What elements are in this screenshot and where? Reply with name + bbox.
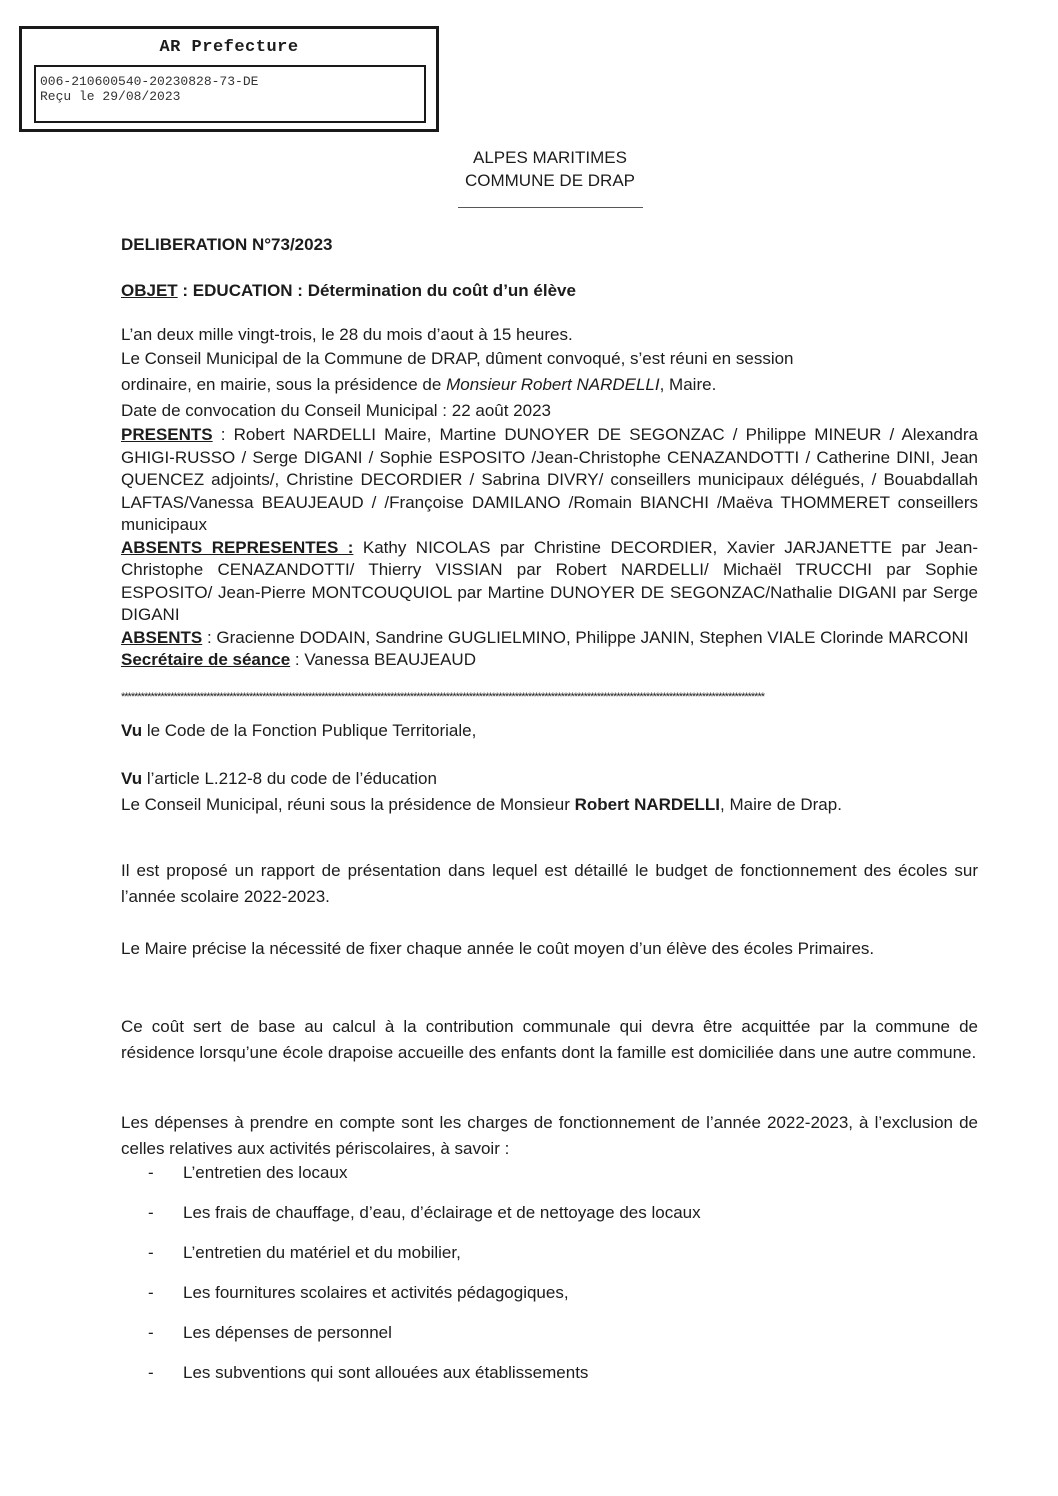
list-bullet: - <box>148 1203 154 1222</box>
list-item-text: L’entretien des locaux <box>183 1163 348 1182</box>
list-item-text: Les frais de chauffage, d’eau, d’éclairage et de nettoyage des locaux <box>183 1203 701 1222</box>
stamp-received-date: Reçu le 29/08/2023 <box>40 89 181 104</box>
session-line-3-end: , Maire. <box>659 375 717 394</box>
list-bullet: - <box>148 1283 154 1302</box>
list-item-text: Les dépenses de personnel <box>183 1323 392 1342</box>
presents-label: PRESENTS <box>121 425 213 444</box>
mayor-name: Robert NARDELLI <box>574 795 721 814</box>
represented-list: Kathy NICOLAS par Christine DECORDIER, Xavier JARJANETTE par Jean-Christophe CENAZANDOTTI/ Thierry VISSIAN par Robert NARDELLI/ Michaël TRUCCHI par Sophie ESPOSITO/ Jean-Pierre MONTCOUQUIOL par Martine DUNOYER DE SEGONZAC/Nathalie DIGANI par Serge DIGANI <box>121 537 978 624</box>
secretary-name: : Vanessa BEAUJEAUD <box>290 650 476 669</box>
objet-label: OBJET <box>121 281 178 300</box>
objet-text: : EDUCATION : Détermination du coût d’un élève <box>177 281 576 300</box>
header-divider <box>458 207 643 208</box>
list-bullet: - <box>148 1363 154 1382</box>
session-line-1: L’an deux mille vingt-trois, le 28 du mois d’aout à 15 heures. <box>121 325 573 344</box>
council-text-end: , Maire de Drap. <box>720 795 842 814</box>
council-text-start: Le Conseil Municipal, réuni sous la présidence de Monsieur <box>121 795 575 814</box>
represented-section <box>121 537 978 627</box>
header-commune: COMMUNE DE DRAP <box>464 171 635 190</box>
vu-code-fonction-publique <box>121 718 978 744</box>
vu-label: Vu <box>121 769 143 788</box>
rapport-paragraph: Il est proposé un rapport de présentation dans lequel est détaillé le budget de fonctionnement des écoles sur l’année scolaire 2022-2023. <box>121 861 978 906</box>
cout-paragraph: Ce coût sert de base au calcul à la contribution communale qui devra être acquittée par la commune de résidence lorsqu’une école drapoise accueille des enfants dont la famille est domiciliée dans une autre commune. <box>121 1017 978 1062</box>
secretary-label: Secrétaire de séance <box>121 650 291 669</box>
objet-line <box>121 278 978 304</box>
convocation-date: Date de convocation du Conseil Municipal : 22 août 2023 <box>121 401 552 420</box>
council-statement <box>121 792 978 818</box>
list-item-text: Les subventions qui sont allouées aux établissements <box>183 1363 589 1382</box>
header-region: ALPES MARITIMES <box>473 148 627 167</box>
maire-paragraph: Le Maire précise la nécessité de fixer chaque année le coût moyen d’un élève des écoles Primaires. <box>121 939 875 958</box>
deliberation-number: DELIBERATION N°73/2023 <box>121 235 333 254</box>
stamp-reference: 006-210600540-20230828-73-DE <box>40 74 259 89</box>
attendance-block <box>121 424 978 672</box>
separator-line: **************************************************************************************************************************************************************************************************** <box>121 691 765 703</box>
secretary-section <box>121 649 978 672</box>
list-bullet: - <box>148 1243 154 1262</box>
stamp-details <box>34 65 426 123</box>
absents-list: : Gracienne DODAIN, Sandrine GUGLIELMINO, Philippe JANIN, Stephen VIALE Clorinde MARCONI <box>202 627 969 647</box>
list-item-text: Les fournitures scolaires et activités pédagogiques, <box>183 1283 569 1302</box>
depenses-paragraph: Les dépenses à prendre en compte sont les charges de fonctionnement de l’année 2022-2023, à l’exclusion de celles relatives aux activités périscolaires, à savoir : <box>121 1113 978 1158</box>
president-name: Monsieur Robert NARDELLI <box>446 375 660 394</box>
document-header <box>400 146 700 192</box>
vu-text: l’article L.212-8 du code de l’éducation <box>142 769 437 788</box>
absents-label: ABSENTS <box>121 627 203 647</box>
vu-label: Vu <box>121 721 143 740</box>
list-item-text: L’entretien du matériel et du mobilier, <box>183 1243 461 1262</box>
vu-text: le Code de la Fonction Publique Territoriale, <box>142 721 477 740</box>
list-bullet: - <box>148 1323 154 1342</box>
session-line-3-start: ordinaire, en mairie, sous la présidence de <box>121 375 447 394</box>
list-bullet: - <box>148 1163 154 1182</box>
represented-label: ABSENTS REPRESENTES : <box>121 537 354 557</box>
vu-code-education <box>121 766 978 792</box>
session-line-2: Le Conseil Municipal de la Commune de DRAP, dûment convoqué, s’est réuni en session <box>121 349 794 368</box>
session-line-3 <box>121 372 978 398</box>
presents-section <box>121 424 978 537</box>
prefecture-stamp <box>19 26 439 132</box>
stamp-title: AR Prefecture <box>159 38 299 57</box>
absents-section <box>121 627 978 650</box>
presents-list: : Robert NARDELLI Maire, Martine DUNOYER DE SEGONZAC / Philippe MINEUR / Alexandra GHIGI-RUSSO / Serge DIGANI / Sophie ESPOSITO /Jean-Christophe CENAZANDOTTI / Catherine DINI, Jean QUENCEZ adjoints/, Christine DECORDIER / Sabrina DIVRY/ conseillers municipaux délégués, / Bouabdallah LAFTAS/Vanessa BEAUJEAUD / /Françoise DAMILANO /Romain BIANCHI /Maëva THOMMERET conseillers municipaux <box>121 425 978 534</box>
